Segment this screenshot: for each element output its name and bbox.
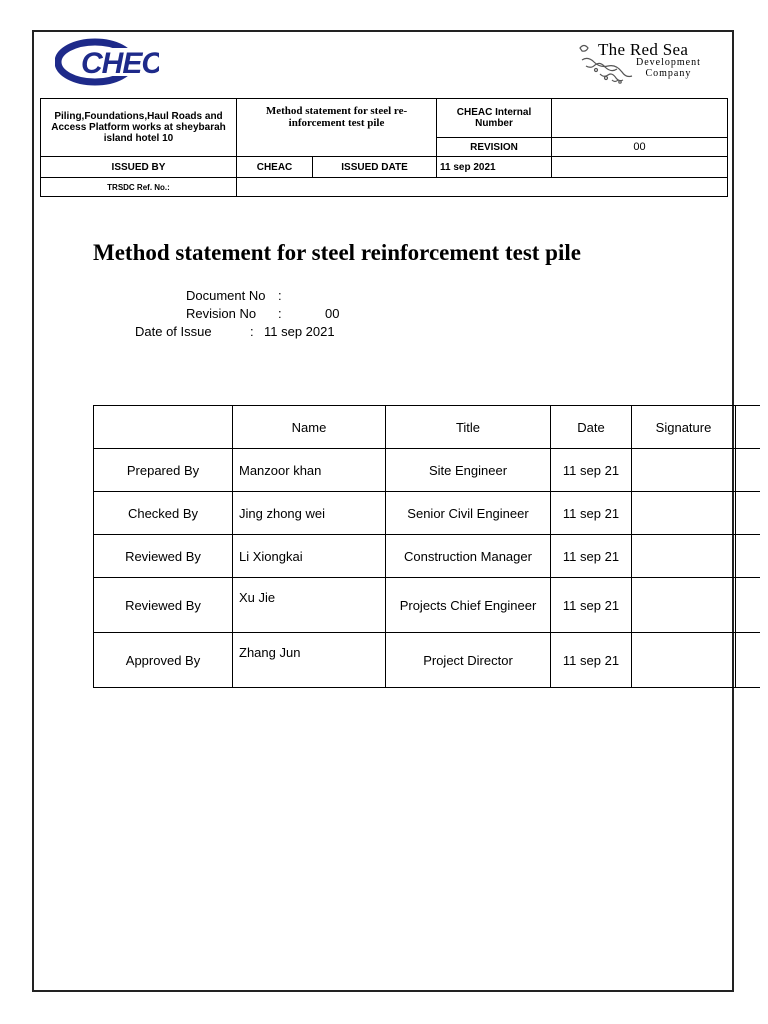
row-name: Li Xiongkai [233, 535, 386, 578]
table-edge-cell [736, 535, 760, 578]
row-title: Project Director [386, 633, 551, 688]
table-edge-cell [736, 633, 760, 688]
column-header-role [94, 406, 233, 449]
table-edge-cell [736, 578, 760, 633]
table-row [94, 578, 760, 633]
red-sea-logo-subtitle-line1: Development [636, 57, 701, 68]
internal-number-value [552, 99, 728, 138]
row-role: Prepared By [94, 449, 233, 492]
date-of-issue-value: 11 sep 2021 [264, 324, 335, 339]
row-title: Senior Civil Engineer [386, 492, 551, 535]
issued-by-value: CHEAC [237, 157, 313, 178]
row-date: 11 sep 21 [551, 633, 632, 688]
table-row [94, 449, 760, 492]
chec-logo [55, 38, 159, 86]
row-name: Xu Jie [233, 578, 386, 633]
row-signature [632, 535, 736, 578]
table-edge-cell [736, 449, 760, 492]
row-title: Site Engineer [386, 449, 551, 492]
row-date: 11 sep 21 [551, 492, 632, 535]
column-header-title: Title [386, 406, 551, 449]
row-date: 11 sep 21 [551, 535, 632, 578]
row-date: 11 sep 21 [551, 449, 632, 492]
table-edge-cell [736, 406, 760, 449]
row-name: Zhang Jun [233, 633, 386, 688]
revision-value: 00 [552, 138, 728, 157]
row-role: Checked By [94, 492, 233, 535]
date-of-issue-label: Date of Issue [135, 324, 212, 339]
project-description: Piling,Foundations,Haul Roads and Access Platform works at sheybarah island hotel 10 [41, 99, 237, 157]
revision-no-value: 00 [325, 306, 340, 321]
column-header-signature: Signature [632, 406, 736, 449]
row-role: Approved By [94, 633, 233, 688]
document-no-label: Document No [186, 288, 266, 303]
row-signature [632, 492, 736, 535]
column-header-name: Name [233, 406, 386, 449]
header-info-table [40, 98, 728, 197]
row-date: 11 sep 21 [551, 578, 632, 633]
table-row [94, 535, 760, 578]
column-header-date: Date [551, 406, 632, 449]
red-sea-logo-subtitle-line2: Company [645, 68, 692, 79]
revision-no-label: Revision No [186, 306, 257, 321]
row-title: Projects Chief Engineer [386, 578, 551, 633]
issued-date-label: ISSUED DATE [313, 157, 437, 178]
issued-by-label: ISSUED BY [41, 157, 237, 178]
table-row [94, 633, 760, 688]
table-edge-cell [736, 492, 760, 535]
date-of-issue-separator: : [250, 324, 254, 339]
row-signature [632, 449, 736, 492]
row-title: Construction Manager [386, 535, 551, 578]
document-no-separator: : [278, 288, 282, 303]
issued-date-value: 11 sep 2021 [437, 157, 552, 178]
page-title: Method statement for steel reinforcement test pile [93, 240, 581, 265]
internal-number-label: CHEAC Internal Number [437, 99, 552, 138]
trsdc-ref-value [237, 178, 728, 197]
row-signature [632, 578, 736, 633]
row-name: Jing zhong wei [233, 492, 386, 535]
table-row [94, 492, 760, 535]
revision-no-separator: : [278, 306, 282, 321]
trsdc-ref-label: TRSDC Ref. No.: [41, 178, 237, 197]
row-name: Manzoor khan [233, 449, 386, 492]
red-sea-logo [576, 40, 722, 88]
approvals-table [93, 405, 760, 688]
row-role: Reviewed By [94, 535, 233, 578]
red-sea-logo-subtitle [636, 57, 701, 79]
revision-label: REVISION [437, 138, 552, 157]
approvals-header-row [94, 406, 760, 449]
row-role: Reviewed By [94, 578, 233, 633]
chec-logo-text: CHEC [81, 47, 159, 80]
header-doc-title: Method statement for steel re-inforcement test pile [237, 99, 437, 157]
row-signature [632, 633, 736, 688]
red-sea-logo-title: The Red Sea [598, 40, 689, 59]
header-empty-cell [552, 157, 728, 178]
